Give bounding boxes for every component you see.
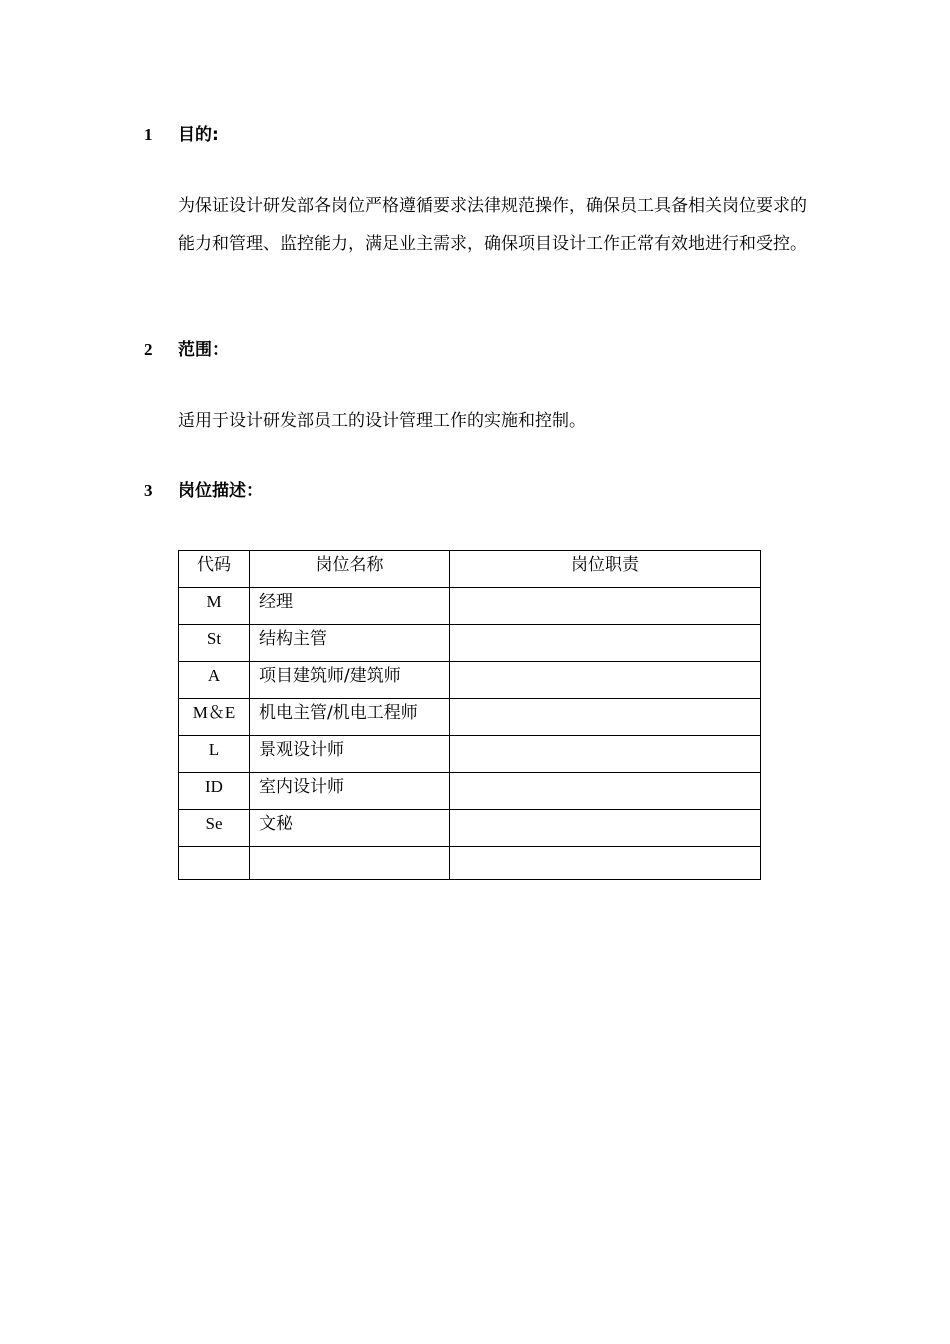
cell-name: 项目建筑师/建筑师	[250, 662, 450, 699]
cell-duty	[450, 588, 761, 625]
cell-code	[179, 847, 250, 880]
section-title: 目的:	[178, 125, 219, 145]
cell-duty	[450, 625, 761, 662]
cell-duty	[450, 662, 761, 699]
section-number: 2	[144, 340, 153, 359]
header-name: 岗位名称	[250, 551, 450, 588]
section-number: 1	[144, 125, 153, 144]
table-row	[179, 625, 761, 662]
section-heading-positions	[144, 479, 263, 503]
section-body-scope: 适用于设计研发部员工的设计管理工作的实施和控制。	[178, 411, 586, 431]
cell-code: Se	[179, 810, 250, 847]
cell-code: ID	[179, 773, 250, 810]
positions-table	[178, 550, 761, 880]
cell-code: St	[179, 625, 250, 662]
cell-duty	[450, 699, 761, 736]
table-row	[179, 662, 761, 699]
cell-code: L	[179, 736, 250, 773]
cell-code: M	[179, 588, 250, 625]
table-row	[179, 588, 761, 625]
header-code: 代码	[179, 551, 250, 588]
cell-name: 经理	[250, 588, 450, 625]
cell-duty	[450, 810, 761, 847]
table-row-empty	[179, 847, 761, 880]
cell-duty	[450, 847, 761, 880]
table-row	[179, 736, 761, 773]
cell-duty	[450, 736, 761, 773]
section-title: 岗位描述：	[178, 481, 263, 501]
cell-name: 机电主管/机电工程师	[250, 699, 450, 736]
section-body-purpose: 为保证设计研发部各岗位严格遵循要求法律规范操作，确保员工具备相关岗位要求的能力和管理、监控能力，满足业主需求，确保项目设计工作正常有效地进行和受控。	[178, 196, 807, 254]
header-duty: 岗位职责	[450, 551, 761, 588]
table-row	[179, 810, 761, 847]
section-heading-scope	[144, 338, 229, 362]
cell-duty	[450, 773, 761, 810]
section-number: 3	[144, 481, 153, 500]
cell-code: M＆E	[179, 699, 250, 736]
table-header-row	[179, 551, 761, 588]
cell-code: A	[179, 662, 250, 699]
section-title: 范围：	[178, 340, 229, 360]
table-row	[179, 773, 761, 810]
cell-name: 室内设计师	[250, 773, 450, 810]
cell-name: 景观设计师	[250, 736, 450, 773]
cell-name: 结构主管	[250, 625, 450, 662]
cell-name	[250, 847, 450, 880]
table-row	[179, 699, 761, 736]
section-heading-purpose	[144, 123, 219, 147]
cell-name: 文秘	[250, 810, 450, 847]
